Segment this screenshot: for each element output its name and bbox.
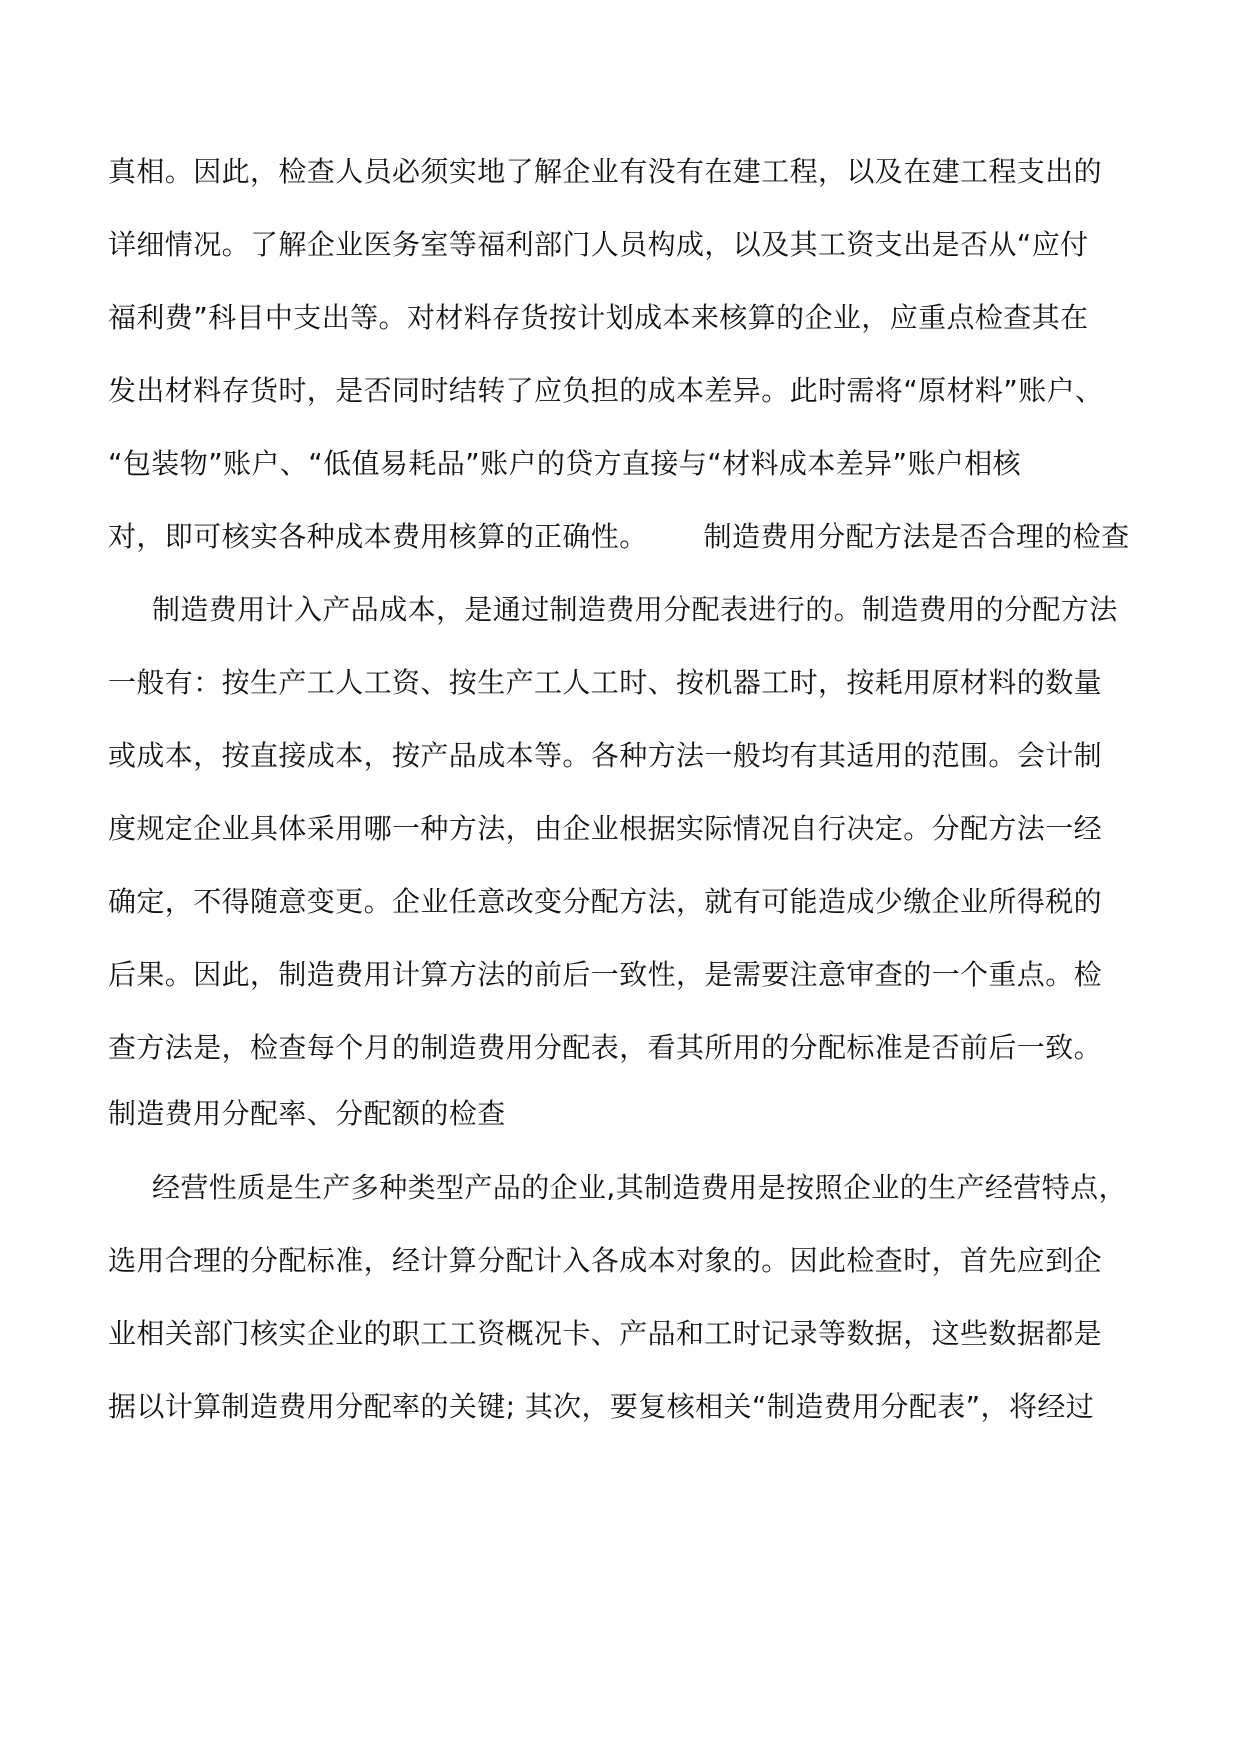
text-line: 发出材料存货时，是否同时结转了应负担的成本差异。此时需将“原材料”账户、 — [108, 374, 1104, 407]
section-heading: 制造费用分配方法是否合理的检查 — [703, 520, 1130, 553]
text-line: 查方法是，检查每个月的制造费用分配表，看其所用的分配标准是否前后一致。 — [108, 1031, 1103, 1064]
text-line: 后果。因此，制造费用计算方法的前后一致性，是需要注意审查的一个重点。检 — [108, 958, 1103, 991]
text-line: 详细情况。了解企业医务室等福利部门人员构成，以及其工资支出是否从“应付 — [108, 228, 1089, 261]
text-line: 据以计算制造费用分配率的关键; 其次，要复核相关“制造费用分配表”，将经过 — [108, 1390, 1095, 1423]
text-line: 选用合理的分配标准，经计算分配计入各成本对象的。因此检查时，首先应到企 — [108, 1244, 1103, 1277]
text-line: 或成本，按直接成本，按产品成本等。各种方法一般均有其适用的范围。会计制 — [108, 739, 1103, 772]
text-line: 制造费用计入产品成本，是通过制造费用分配表进行的。制造费用的分配方法 — [152, 593, 1118, 626]
text-line-with-heading — [108, 519, 1148, 555]
text-line: 经营性质是生产多种类型产品的企业,其制造费用是按照企业的生产经营特点， — [152, 1171, 1127, 1204]
text-line: 度规定企业具体采用哪一种方法，由企业根据实际情况自行决定。分配方法一经 — [108, 812, 1103, 845]
section-heading: 制造费用分配率、分配额的检查 — [108, 1097, 506, 1130]
text-line: 一般有：按生产工人工资、按生产工人工时、按机器工时，按耗用原材料的数量 — [108, 666, 1103, 699]
text-segment: 对，即可核实各种成本费用核算的正确性。 — [108, 520, 648, 553]
text-line: 确定，不得随意变更。企业任意改变分配方法，就有可能造成少缴企业所得税的 — [108, 885, 1103, 918]
text-line: 真相。因此，检查人员必须实地了解企业有没有在建工程，以及在建工程支出的 — [108, 155, 1103, 188]
text-line: 福利费”科目中支出等。对材料存货按计划成本来核算的企业，应重点检查其在 — [108, 301, 1089, 334]
text-line: 业相关部门核实企业的职工工资概况卡、产品和工时记录等数据，这些数据都是 — [108, 1317, 1103, 1350]
text-line: “包装物”账户、“低值易耗品”账户的贷方直接与“材料成本差异”账户相核 — [108, 447, 1022, 480]
